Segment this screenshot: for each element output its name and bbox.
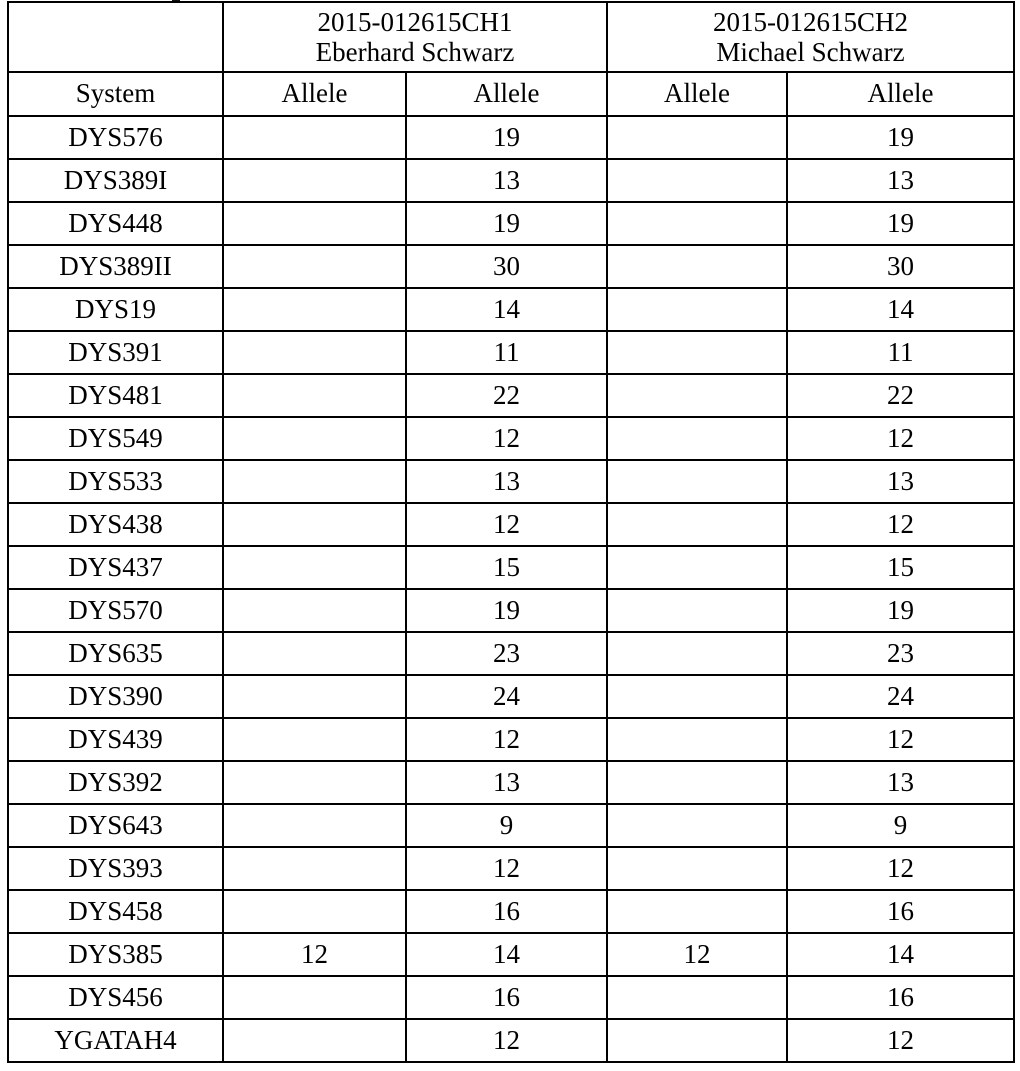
- table-row: [8, 589, 1014, 632]
- ch1-allele1-cell: [223, 632, 406, 675]
- system-cell: DYS391: [8, 331, 223, 374]
- ch1-allele1-cell: [223, 675, 406, 718]
- ch1-allele2-cell: 14: [406, 933, 607, 976]
- ch2-allele1-cell: [607, 159, 787, 202]
- system-cell: DYS643: [8, 804, 223, 847]
- ch1-allele2-cell: 30: [406, 245, 607, 288]
- sample-id-ch1: 2015-012615CH1: [317, 7, 513, 38]
- ch1-allele2-cell: 19: [406, 202, 607, 245]
- ch2-allele1-cell: [607, 804, 787, 847]
- ch1-allele1-cell: [223, 761, 406, 804]
- ch1-allele2-cell: 23: [406, 632, 607, 675]
- ch1-allele1-cell: [223, 374, 406, 417]
- ch1-allele2-cell: 19: [406, 116, 607, 159]
- ch2-allele1-cell: [607, 546, 787, 589]
- system-cell: DYS458: [8, 890, 223, 933]
- ch2-allele2-cell: 15: [787, 546, 1014, 589]
- ch2-allele2-cell: 12: [787, 847, 1014, 890]
- ch2-allele2-cell: 19: [787, 589, 1014, 632]
- system-cell: DYS439: [8, 718, 223, 761]
- system-cell: DYS533: [8, 460, 223, 503]
- system-cell: DYS448: [8, 202, 223, 245]
- ch2-allele2-cell: 16: [787, 976, 1014, 1019]
- table-row: [8, 159, 1014, 202]
- ch2-allele2-cell: 30: [787, 245, 1014, 288]
- ch1-allele2-cell: 16: [406, 890, 607, 933]
- ch2-allele2-cell: 16: [787, 890, 1014, 933]
- ch2-allele2-cell: 11: [787, 331, 1014, 374]
- ch1-allele2-cell: 12: [406, 718, 607, 761]
- ch2-allele2-cell: 13: [787, 460, 1014, 503]
- ch2-allele1-cell: [607, 331, 787, 374]
- ch1-allele2-cell: 12: [406, 847, 607, 890]
- system-cell: DYS389II: [8, 245, 223, 288]
- ch1-allele1-cell: [223, 417, 406, 460]
- ch2-allele1-cell: [607, 718, 787, 761]
- ch1-allele2-cell: 9: [406, 804, 607, 847]
- ch2-allele2-cell: 14: [787, 288, 1014, 331]
- system-cell: DYS390: [8, 675, 223, 718]
- ch2-allele2-cell: 12: [787, 417, 1014, 460]
- ch1-allele1-cell: [223, 288, 406, 331]
- table-row: [8, 116, 1014, 159]
- ch2-allele1-cell: [607, 761, 787, 804]
- ch2-allele2-cell: 13: [787, 761, 1014, 804]
- ch1-allele1-cell: 12: [223, 933, 406, 976]
- ch1-allele1-cell: [223, 890, 406, 933]
- column-header-ch1-allele1: Allele: [223, 72, 406, 116]
- ch1-allele1-cell: [223, 847, 406, 890]
- ch1-allele1-cell: [223, 718, 406, 761]
- ch2-allele2-cell: 12: [787, 503, 1014, 546]
- ch1-allele1-cell: [223, 804, 406, 847]
- system-cell: DYS549: [8, 417, 223, 460]
- ch2-allele1-cell: [607, 374, 787, 417]
- system-cell: DYS392: [8, 761, 223, 804]
- ch2-allele2-cell: 19: [787, 202, 1014, 245]
- ch1-allele2-cell: 19: [406, 589, 607, 632]
- ch1-allele2-cell: 12: [406, 417, 607, 460]
- ch2-allele1-cell: [607, 847, 787, 890]
- table-body: [8, 116, 1014, 1062]
- system-cell: DYS393: [8, 847, 223, 890]
- table-row: [8, 245, 1014, 288]
- ch1-allele1-cell: [223, 245, 406, 288]
- table-row: [8, 460, 1014, 503]
- system-cell: DYS481: [8, 374, 223, 417]
- system-cell: DYS438: [8, 503, 223, 546]
- table-row: [8, 1019, 1014, 1062]
- sample-name-ch1: Eberhard Schwarz: [315, 37, 515, 67]
- ch1-allele1-cell: [223, 116, 406, 159]
- ch1-allele2-cell: 24: [406, 675, 607, 718]
- ch2-allele1-cell: [607, 976, 787, 1019]
- table-row: [8, 890, 1014, 933]
- ch2-allele1-cell: [607, 245, 787, 288]
- system-cell: DYS576: [8, 116, 223, 159]
- ch2-allele1-cell: [607, 890, 787, 933]
- system-cell: DYS437: [8, 546, 223, 589]
- ch1-allele2-cell: 13: [406, 159, 607, 202]
- ch2-allele1-cell: [607, 1019, 787, 1062]
- system-cell: YGATAH4: [8, 1019, 223, 1062]
- ch1-allele2-cell: 14: [406, 288, 607, 331]
- ch1-allele1-cell: [223, 976, 406, 1019]
- table-row: [8, 546, 1014, 589]
- column-header-ch1-allele2: Allele: [406, 72, 607, 116]
- ch1-allele2-cell: 16: [406, 976, 607, 1019]
- ch1-allele1-cell: [223, 503, 406, 546]
- ch2-allele1-cell: [607, 288, 787, 331]
- table-row: [8, 374, 1014, 417]
- corner-blank-cell: [8, 2, 223, 72]
- ch1-allele1-cell: [223, 460, 406, 503]
- column-header-ch2-allele1: Allele: [607, 72, 787, 116]
- ch2-allele1-cell: [607, 503, 787, 546]
- ch2-allele2-cell: 24: [787, 675, 1014, 718]
- ch1-allele2-cell: 12: [406, 503, 607, 546]
- ch1-allele2-cell: 15: [406, 546, 607, 589]
- ch2-allele1-cell: [607, 675, 787, 718]
- sample-header-row: [8, 2, 1014, 72]
- ch1-allele1-cell: [223, 331, 406, 374]
- ch1-allele2-cell: 22: [406, 374, 607, 417]
- ch2-allele2-cell: 12: [787, 718, 1014, 761]
- table-row: [8, 718, 1014, 761]
- column-header-system: System: [8, 72, 223, 116]
- table-row: [8, 202, 1014, 245]
- ch2-allele2-cell: 22: [787, 374, 1014, 417]
- ch1-allele2-cell: 11: [406, 331, 607, 374]
- ch2-allele2-cell: 19: [787, 116, 1014, 159]
- ch2-allele1-cell: [607, 116, 787, 159]
- system-cell: DYS385: [8, 933, 223, 976]
- ch2-allele1-cell: [607, 589, 787, 632]
- ch1-allele1-cell: [223, 589, 406, 632]
- ch2-allele2-cell: 9: [787, 804, 1014, 847]
- column-header-row: [8, 72, 1014, 116]
- ch2-allele2-cell: 14: [787, 933, 1014, 976]
- ch1-allele1-cell: [223, 159, 406, 202]
- table-row: [8, 976, 1014, 1019]
- ystr-allele-table: [7, 1, 1015, 1063]
- ch1-allele1-cell: [223, 546, 406, 589]
- ch1-allele2-cell: 12: [406, 1019, 607, 1062]
- ch1-allele1-cell: [223, 1019, 406, 1062]
- table-row: [8, 761, 1014, 804]
- table-row: [8, 675, 1014, 718]
- table-row: [8, 847, 1014, 890]
- ch2-allele2-cell: 13: [787, 159, 1014, 202]
- ch2-allele1-cell: [607, 417, 787, 460]
- sample-header-ch1: [223, 2, 607, 72]
- ch2-allele2-cell: 23: [787, 632, 1014, 675]
- table-row: [8, 503, 1014, 546]
- column-header-ch2-allele2: Allele: [787, 72, 1014, 116]
- ch2-allele1-cell: [607, 202, 787, 245]
- ch2-allele1-cell: [607, 632, 787, 675]
- ch2-allele2-cell: 12: [787, 1019, 1014, 1062]
- system-cell: DYS570: [8, 589, 223, 632]
- system-cell: DYS389I: [8, 159, 223, 202]
- ch2-allele1-cell: [607, 460, 787, 503]
- ch2-allele1-cell: 12: [607, 933, 787, 976]
- table-row: [8, 632, 1014, 675]
- table-row: [8, 331, 1014, 374]
- ch1-allele2-cell: 13: [406, 761, 607, 804]
- ch1-allele2-cell: 13: [406, 460, 607, 503]
- system-cell: DYS635: [8, 632, 223, 675]
- system-cell: DYS19: [8, 288, 223, 331]
- sample-name-ch2: Michael Schwarz: [716, 37, 905, 67]
- ch1-allele1-cell: [223, 202, 406, 245]
- table-row: [8, 804, 1014, 847]
- sample-header-ch2: [607, 2, 1014, 72]
- table-row: [8, 933, 1014, 976]
- sample-id-ch2: 2015-012615CH2: [713, 7, 908, 38]
- table-row: [8, 417, 1014, 460]
- table-row: [8, 288, 1014, 331]
- system-cell: DYS456: [8, 976, 223, 1019]
